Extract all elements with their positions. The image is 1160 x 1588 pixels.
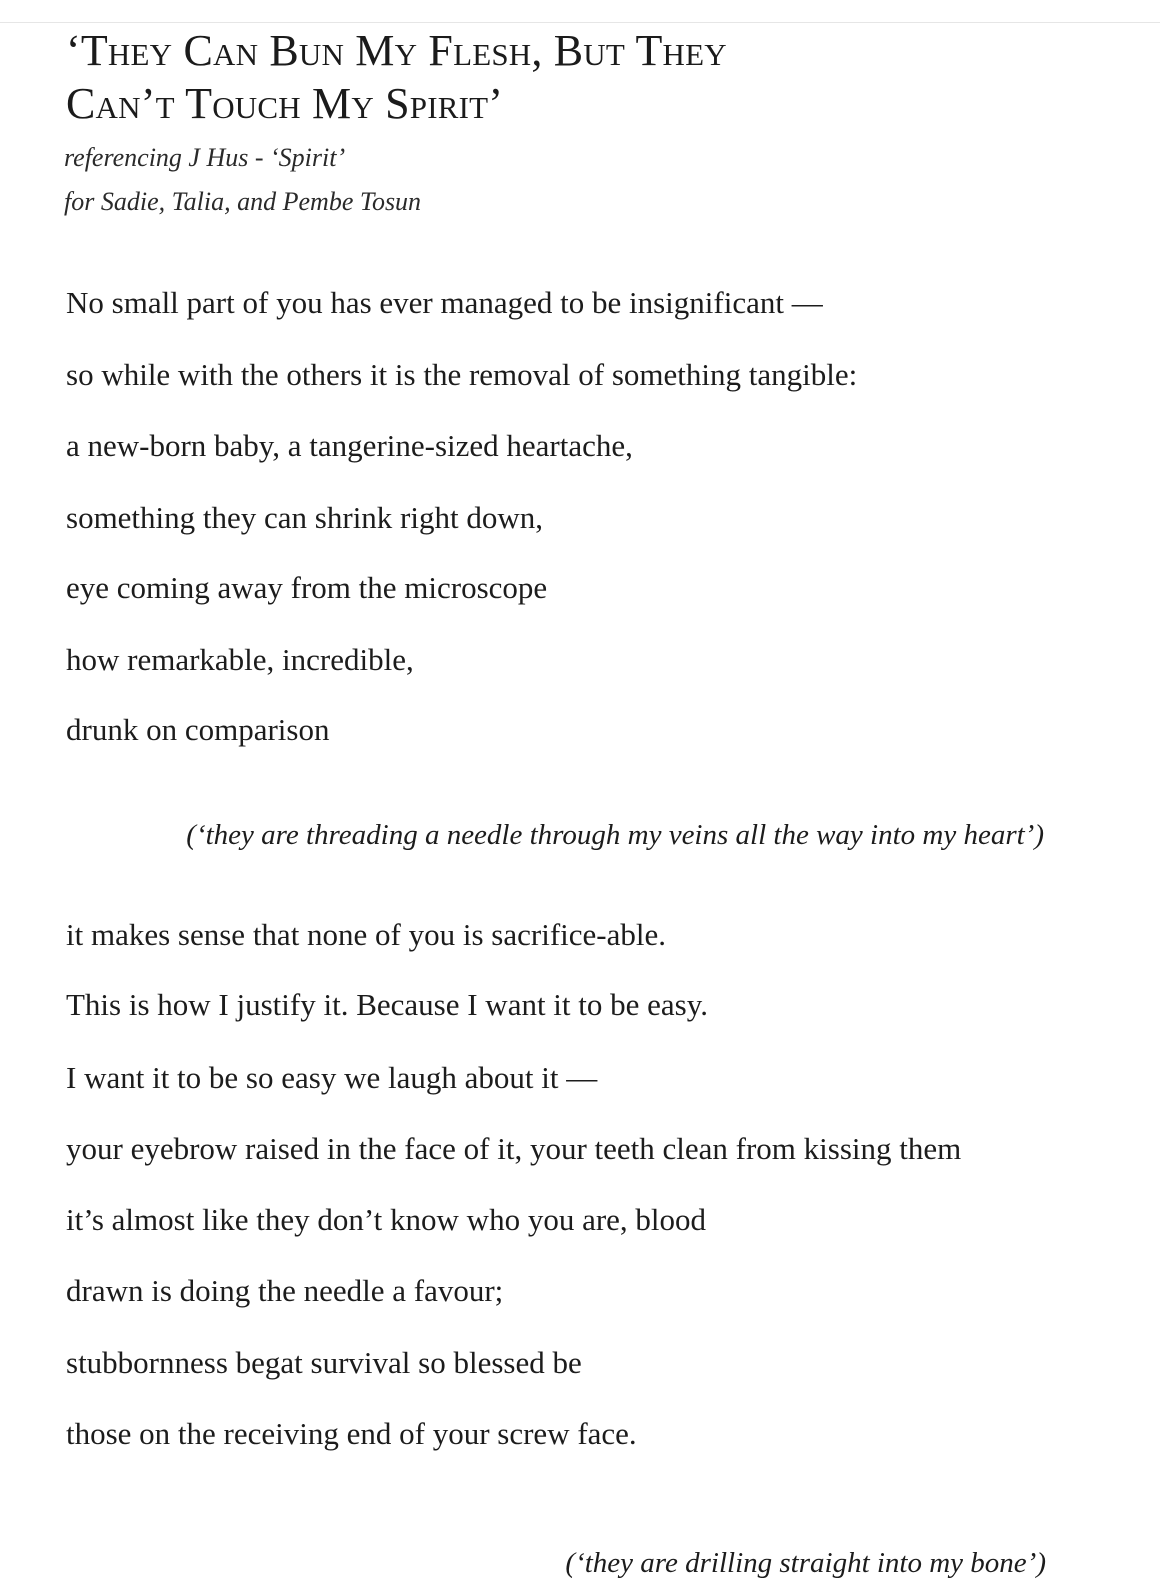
aside-quote-1: (‘they are threading a needle through my veins all the way into my heart’) bbox=[186, 819, 1044, 851]
poem-line: No small part of you has ever managed to be insignificant — bbox=[66, 285, 823, 320]
poem-line: eye coming away from the microscope bbox=[66, 570, 548, 605]
poem-line: it’s almost like they don’t know who you are, blood bbox=[66, 1202, 707, 1237]
top-divider bbox=[0, 22, 1160, 23]
poem-title bbox=[66, 24, 727, 130]
reference-note: referencing J Hus - ‘Spirit’ bbox=[64, 143, 346, 172]
poem-line: those on the receiving end of your screw face. bbox=[66, 1416, 637, 1451]
poem-line: how remarkable, incredible, bbox=[66, 642, 414, 677]
poem-line: stubbornness begat survival so blessed be bbox=[66, 1345, 582, 1380]
poem-line: a new-born baby, a tangerine-sized heartache, bbox=[66, 428, 633, 463]
poem-line: something they can shrink right down, bbox=[66, 500, 543, 535]
poem-title-line-2: Can’t Touch My Spirit’ bbox=[66, 79, 504, 128]
dedication-note: for Sadie, Talia, and Pembe Tosun bbox=[64, 187, 422, 216]
poem-line: This is how I justify it. Because I want it to be easy. bbox=[66, 987, 708, 1022]
poem-line: your eyebrow raised in the face of it, your teeth clean from kissing them bbox=[66, 1131, 962, 1166]
poem-line: so while with the others it is the removal of something tangible: bbox=[66, 357, 858, 392]
poem-line: drawn is doing the needle a favour; bbox=[66, 1273, 504, 1308]
poem-line: I want it to be so easy we laugh about it — bbox=[66, 1060, 598, 1095]
aside-quote-2: (‘they are drilling straight into my bone’) bbox=[565, 1547, 1046, 1579]
poem-title-line-1: ‘They Can Bun My Flesh, But They bbox=[66, 26, 727, 75]
poem-line: drunk on comparison bbox=[66, 712, 330, 747]
poem-line: it makes sense that none of you is sacrifice-able. bbox=[66, 917, 666, 952]
